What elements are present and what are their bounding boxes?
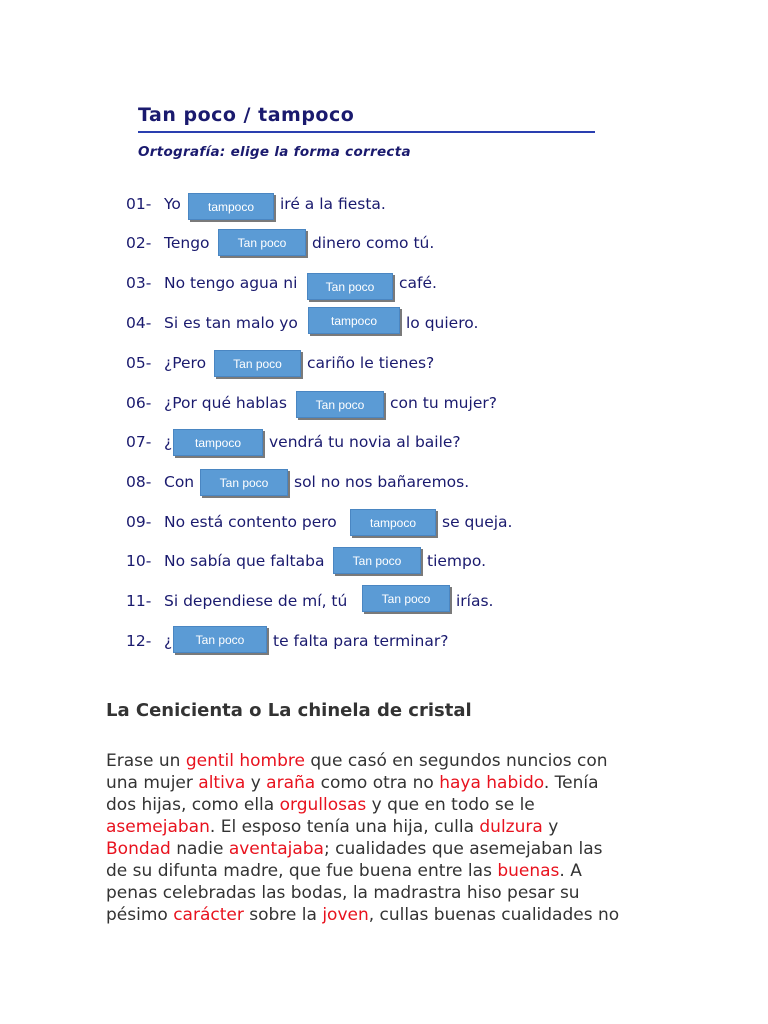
exercise-number: 01-	[126, 195, 152, 213]
exercise-row	[126, 508, 337, 536]
sentence-start: Si dependiese de mí, tú	[164, 592, 348, 610]
exercise-number: 03-	[126, 274, 152, 292]
exercise-row	[126, 428, 172, 456]
story-line	[106, 794, 666, 816]
exercise-number: 02-	[126, 234, 152, 252]
sentence-start: Con	[164, 473, 195, 491]
exercise-row	[126, 389, 287, 417]
sentence-start: Yo	[164, 195, 181, 213]
exercise-row	[126, 627, 172, 655]
exercise-row	[126, 229, 210, 257]
story-text-segment: ; cualidades que asemejaban las	[323, 839, 603, 859]
answer-choice-box[interactable]: tampoco	[188, 193, 274, 220]
story-text-segment: Erase un	[106, 751, 186, 771]
exercise-row	[126, 269, 297, 297]
answer-choice-box[interactable]: Tan poco	[200, 469, 288, 496]
exercise-number: 12-	[126, 632, 152, 650]
exercise-row	[126, 309, 298, 337]
sentence-end: iré a la fiesta.	[280, 195, 386, 213]
highlighted-word: Bondad	[106, 839, 171, 859]
highlighted-word: dulzura	[479, 817, 543, 837]
highlighted-word: aventajaba	[228, 839, 324, 859]
sentence-end: te falta para terminar?	[273, 632, 449, 650]
story-text-segment: como otra no	[315, 773, 440, 793]
highlighted-word: araña	[266, 773, 316, 793]
exercise-number: 09-	[126, 513, 152, 531]
story-text-segment: . A	[559, 861, 582, 881]
highlighted-word: carácter	[173, 905, 244, 925]
exercise-number: 06-	[126, 394, 152, 412]
answer-choice-box[interactable]: tampoco	[173, 429, 263, 456]
answer-choice-box[interactable]: Tan poco	[218, 229, 306, 256]
story-line	[106, 816, 666, 838]
sentence-end: vendrá tu novia al baile?	[269, 433, 461, 451]
exercise-number: 10-	[126, 552, 152, 570]
exercise-number: 07-	[126, 433, 152, 451]
sentence-end: con tu mujer?	[390, 394, 497, 412]
story-text	[106, 750, 666, 926]
sentence-start: ¿	[164, 632, 173, 650]
story-text-segment: . Tenía	[543, 773, 599, 793]
highlighted-word: asemejaban	[106, 817, 210, 837]
sentence-end: café.	[399, 274, 437, 292]
story-text-segment: y	[245, 773, 267, 793]
sentence-end: irías.	[456, 592, 494, 610]
answer-choice-box[interactable]: Tan poco	[214, 350, 301, 377]
sentence-end: cariño le tienes?	[307, 354, 435, 372]
sentence-end: se queja.	[442, 513, 513, 531]
story-line	[106, 904, 666, 926]
answer-choice-box[interactable]: Tan poco	[307, 273, 393, 300]
exercise-title: Tan poco / tampoco	[138, 104, 355, 126]
story-text-segment: sobre la	[243, 905, 323, 925]
sentence-start: No sabía que faltaba	[164, 552, 325, 570]
sentence-end: sol no nos bañaremos.	[294, 473, 470, 491]
sentence-start: Si es tan malo yo	[164, 314, 298, 332]
exercise-row	[126, 190, 181, 218]
story-line	[106, 750, 666, 772]
sentence-start: ¿	[164, 433, 173, 451]
story-text-segment: una mujer	[106, 773, 199, 793]
answer-choice-box[interactable]: tampoco	[308, 307, 400, 334]
story-text-segment: . El esposo tenía una hija, culla	[209, 817, 480, 837]
title-underline	[138, 131, 595, 133]
highlighted-word: haya habido	[439, 773, 544, 793]
answer-choice-box[interactable]: Tan poco	[333, 547, 421, 574]
highlighted-word: gentil hombre	[185, 751, 305, 771]
story-text-segment: penas celebradas las bodas, la madrastra hiso pesar su	[106, 883, 580, 903]
story-line	[106, 860, 666, 882]
exercise-number: 04-	[126, 314, 152, 332]
story-text-segment: , cullas buenas cualidades no	[368, 905, 620, 925]
sentence-start: Tengo	[164, 234, 210, 252]
story-text-segment: de su difunta madre, que fue buena entre las	[106, 861, 498, 881]
sentence-start: ¿Pero	[164, 354, 207, 372]
story-text-segment: nadie	[170, 839, 229, 859]
sentence-end: lo quiero.	[406, 314, 479, 332]
highlighted-word: orgullosas	[279, 795, 367, 815]
sentence-start: No tengo agua ni	[164, 274, 298, 292]
sentence-end: dinero como tú.	[312, 234, 435, 252]
sentence-end: tiempo.	[427, 552, 486, 570]
exercise-number: 11-	[126, 592, 152, 610]
sentence-start: ¿Por qué hablas	[164, 394, 287, 412]
story-text-segment: y	[542, 817, 559, 837]
answer-choice-box[interactable]: Tan poco	[296, 391, 384, 418]
exercise-row	[126, 547, 324, 575]
story-text-segment: dos hijas, como ella	[106, 795, 280, 815]
highlighted-word: joven	[322, 905, 369, 925]
exercise-row	[126, 587, 347, 615]
story-text-segment: y que en todo se le	[366, 795, 535, 815]
story-text-segment: pésimo	[106, 905, 174, 925]
highlighted-word: altiva	[198, 773, 246, 793]
exercise-row	[126, 468, 194, 496]
exercise-subtitle: Ortografía: elige la forma correcta	[138, 144, 411, 160]
exercise-number: 08-	[126, 473, 152, 491]
story-line	[106, 882, 666, 904]
story-title: La Cenicienta o La chinela de cristal	[106, 700, 472, 721]
exercise-number: 05-	[126, 354, 152, 372]
answer-choice-box[interactable]: Tan poco	[362, 585, 450, 612]
highlighted-word: buenas	[497, 861, 560, 881]
answer-choice-box[interactable]: tampoco	[350, 509, 436, 536]
story-line	[106, 772, 666, 794]
story-line	[106, 838, 666, 860]
sentence-start: No está contento pero	[164, 513, 337, 531]
exercise-row	[126, 349, 206, 377]
answer-choice-box[interactable]: Tan poco	[173, 626, 267, 653]
story-text-segment: que casó en segundos nuncios con	[304, 751, 608, 771]
